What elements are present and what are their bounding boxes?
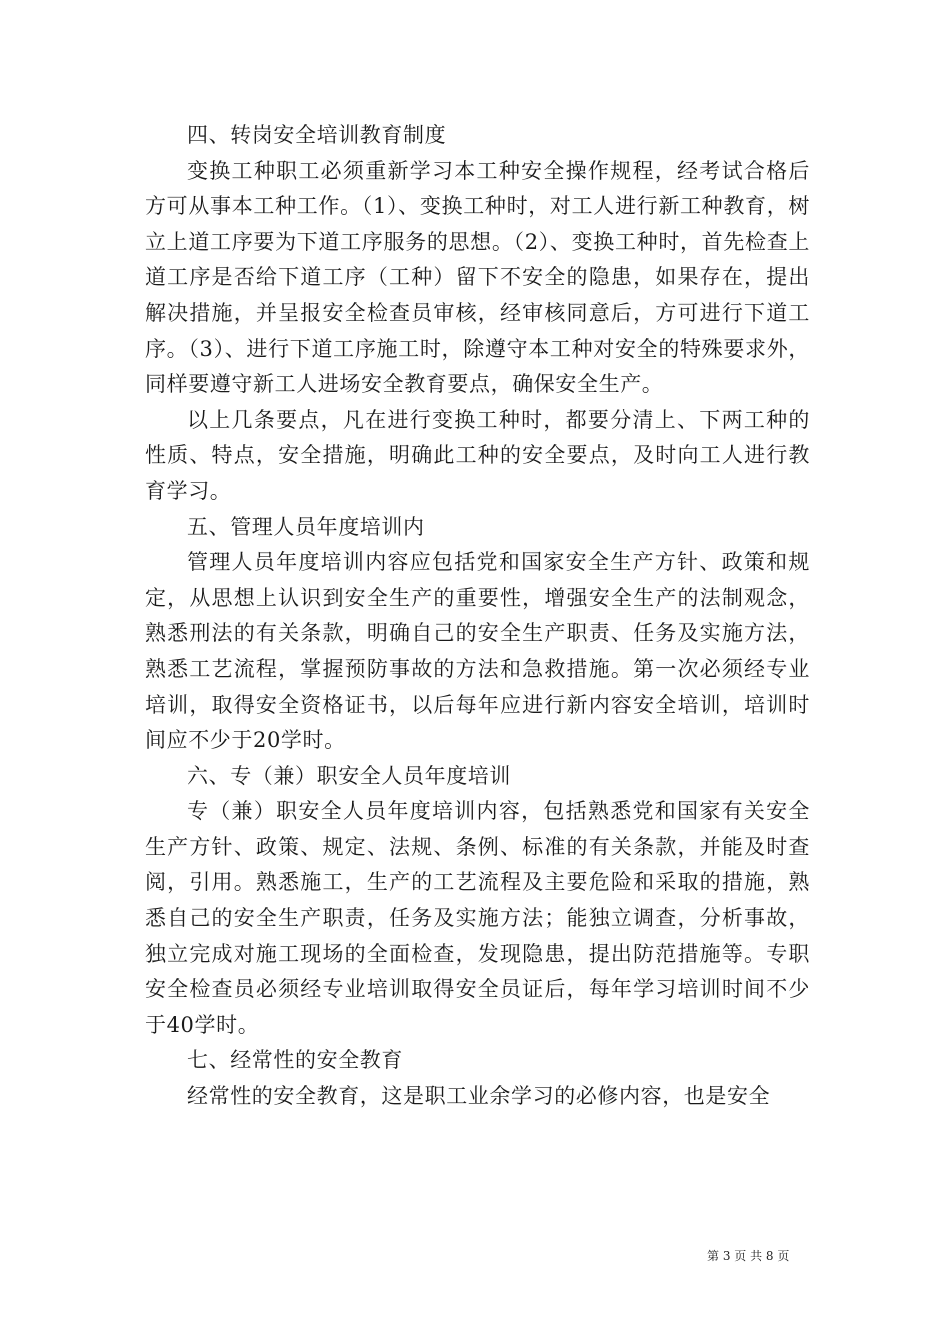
- paragraph-job-transfer: 变换工种职工必须重新学习本工种安全操作规程，经考试合格后方可从事本工种工作。（1）、变换工种时，对工人进行新工种教育，树立上道工序要为下道工序服务的思想。（2）、变换工种时，首先检查上道工序是否给下道工序（工种）留下不安全的隐患，如果存在，提出解决措施，并呈报安全检查员审核，经审核同意后，方可进行下道工序。（3）、进行下道工序施工时，除遵守本工种对安全的特殊要求外，同样要遵守新工人进场安全教育要点，确保安全生产。: [145, 158, 810, 397]
- document-body: [145, 118, 810, 1115]
- section-heading-7: 七、经常性的安全教育: [187, 1048, 403, 1073]
- paragraph-regular-education: 经常性的安全教育，这是职工业余学习的必修内容，也是安全: [187, 1084, 771, 1109]
- paragraph-summary: 以上几条要点，凡在进行变换工种时，都要分清上、下两工种的性质、特点，安全措施，明确此工种的安全要点，及时向工人进行教育学习。: [145, 407, 810, 503]
- paragraph-safety-staff-training: 专（兼）职安全人员年度培训内容，包括熟悉党和国家有关安全生产方针、政策、规定、法规、条例、标准的有关条款，并能及时查阅，引用。熟悉施工，生产的工艺流程及主要危险和采取的措施，熟悉自己的安全生产职责，任务及实施方法；能独立调查，分析事故，独立完成对施工现场的全面检查，发现隐患，提出防范措施等。专职安全检查员必须经专业培训取得安全员证后，每年学习培训时间不少于40学时。: [145, 799, 810, 1037]
- section-heading-4: 四、转岗安全培训教育制度: [187, 123, 447, 147]
- page-number: 第 3 页 共 8 页: [707, 1249, 790, 1263]
- section-heading-6: 六、专（兼）职安全人员年度培训: [187, 763, 511, 788]
- section-heading-5: 五、管理人员年度培训内: [187, 514, 425, 539]
- paragraph-management-training: 管理人员年度培训内容应包括党和国家安全生产方针、政策和规定，从思想上认识到安全生产的重要性，增强安全生产的法制观念，熟悉刑法的有关条款，明确自己的安全生产职责、任务及实施方法，熟悉工艺流程，掌握预防事故的方法和急救措施。第一次必须经专业培训，取得安全资格证书，以后每年应进行新内容安全培训，培训时间应不少于20学时。: [145, 550, 810, 753]
